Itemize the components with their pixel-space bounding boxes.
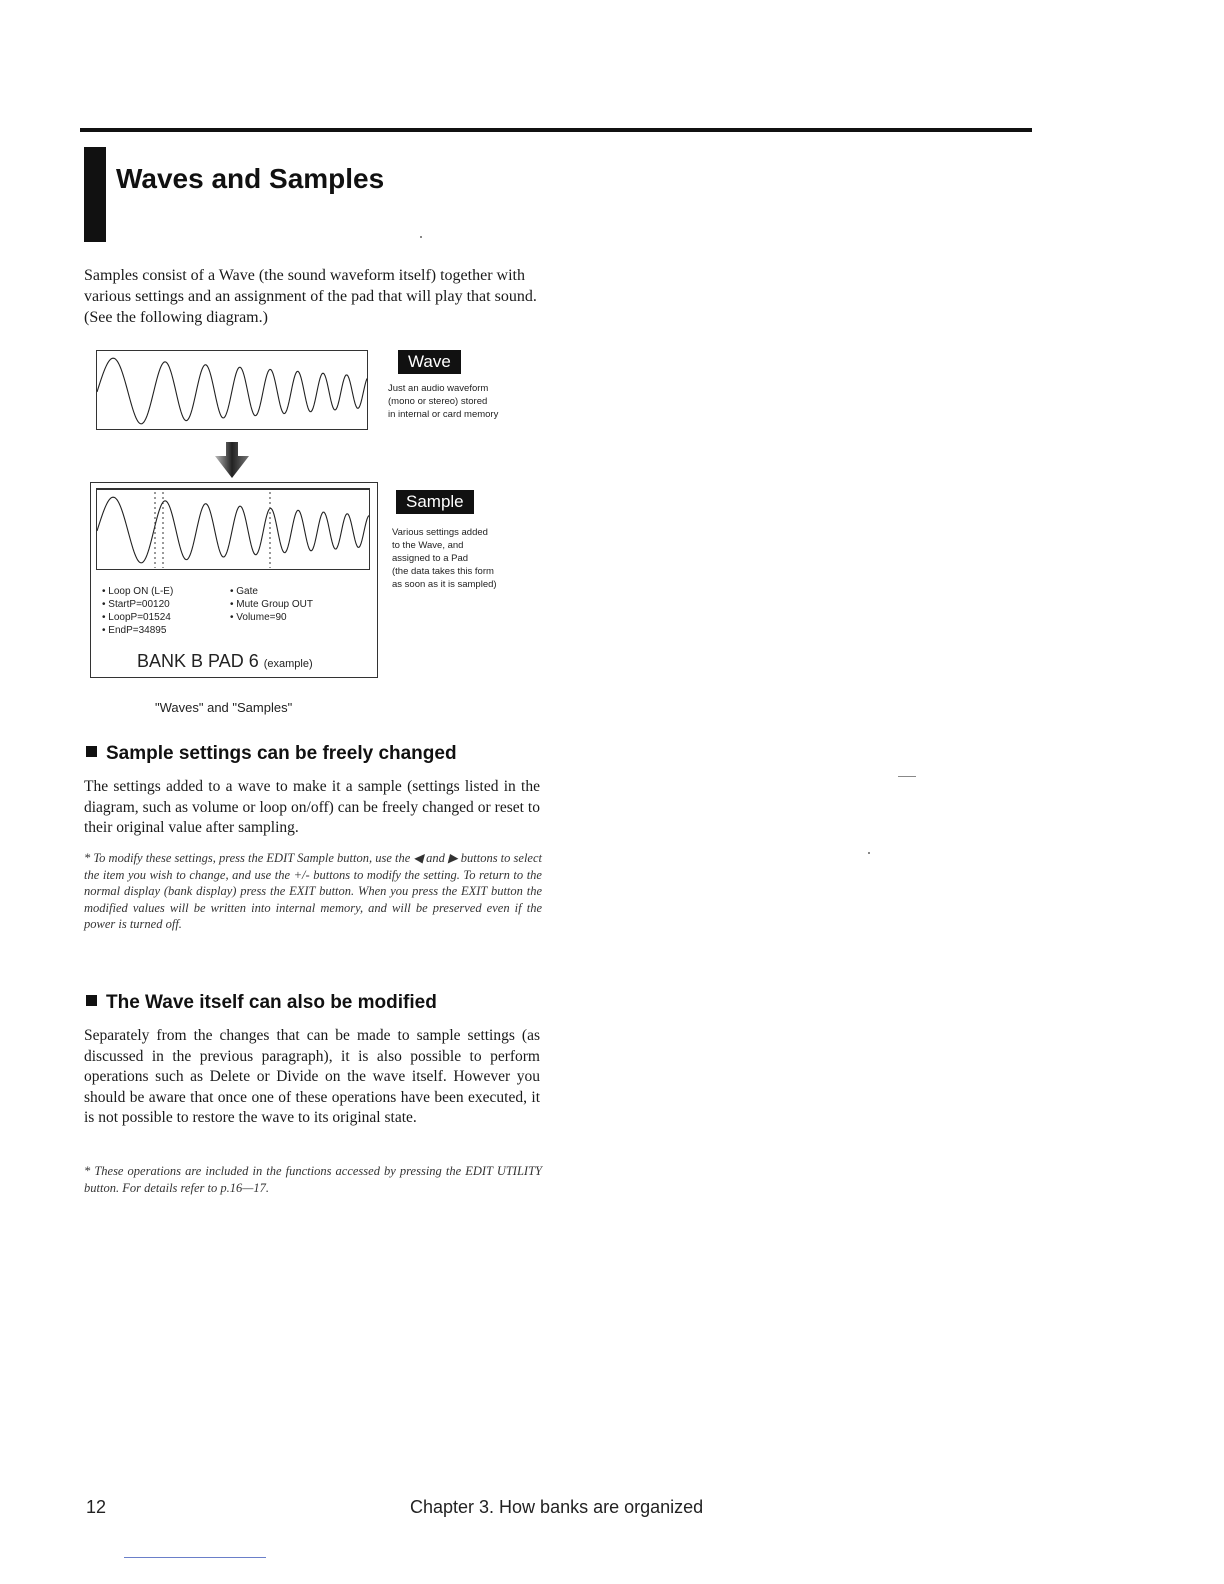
intro-paragraph: Samples consist of a Wave (the sound waveform itself) together with various settings and an assignment of the pad that will play that sound. (See the following diagram.) xyxy=(84,267,537,326)
section-note-wave-modified: * These operations are included in the functions accessed by pressing the EDIT UTILITY button. For details refer to p.16—17. xyxy=(84,1164,542,1195)
setting-loop: • Loop ON (L-E) xyxy=(102,586,174,597)
sample-desc-line: to the Wave, and xyxy=(392,540,464,551)
scan-speck xyxy=(868,852,870,854)
sample-waveform-graphic xyxy=(97,490,369,568)
scan-speck xyxy=(898,776,916,777)
top-rule xyxy=(80,128,1032,132)
section-heading-text: Sample settings can be freely changed xyxy=(106,743,457,764)
bullet-square-icon xyxy=(86,746,97,757)
bottom-rule xyxy=(124,1557,266,1558)
chapter-footer: Chapter 3. How banks are organized xyxy=(410,1497,704,1517)
settings-column-right xyxy=(230,585,313,624)
wave-desc-line: Just an audio waveform xyxy=(388,383,489,394)
sample-description xyxy=(392,526,537,591)
sample-waveform-box xyxy=(96,488,370,570)
down-arrow-icon xyxy=(213,440,251,480)
title-bar-accent xyxy=(84,147,106,242)
settings-column-left xyxy=(102,585,173,637)
wave-tag: Wave xyxy=(398,350,461,374)
setting-volume: • Volume=90 xyxy=(230,612,287,623)
scan-speck xyxy=(420,236,422,238)
sample-desc-line: (the data takes this form xyxy=(392,566,494,577)
sample-box xyxy=(90,482,378,678)
page-number: 12 xyxy=(86,1497,107,1517)
sample-desc-line: assigned to a Pad xyxy=(392,553,469,564)
section-body-sample-settings: The settings added to a wave to make it a sample (settings listed in the diagram, such as volume or loop on/off) can be freely changed or reset to their original value after sampling. xyxy=(84,778,540,836)
sample-tag: Sample xyxy=(396,490,474,514)
setting-gate: • Gate xyxy=(230,586,258,597)
section-heading-text: The Wave itself can also be modified xyxy=(106,992,437,1013)
waveform-graphic xyxy=(97,351,367,429)
wave-description xyxy=(388,382,538,421)
bank-pad-label xyxy=(137,651,313,672)
setting-end-point: • EndP=34895 xyxy=(102,625,167,636)
bank-pad-text: BANK B PAD 6 xyxy=(137,651,259,671)
wave-waveform-box xyxy=(96,350,368,430)
bank-pad-example: (example) xyxy=(263,658,313,670)
waveform-line xyxy=(97,358,367,424)
sample-desc-line: Various settings added xyxy=(392,527,488,538)
section-heading-sample-settings xyxy=(86,743,457,765)
waveform-line xyxy=(97,497,369,563)
section-note-sample-settings: * To modify these settings, press the EDIT Sample button, use the ◀ and ▶ buttons to select the item you wish to change, and use the +/- buttons to modify the setting. To return to the normal display (bank display) press the EXIT button. When you press the EXIT button the modified values will be written into internal memory, and will be preserved even if the power is turned off. xyxy=(84,851,542,931)
section-heading-wave-modified xyxy=(86,992,437,1014)
wave-desc-line: (mono or stereo) stored xyxy=(388,396,488,407)
bullet-square-icon xyxy=(86,995,97,1006)
diagram-caption: "Waves" and "Samples" xyxy=(155,700,293,715)
page-title: Waves and Samples xyxy=(116,163,385,194)
section-body-wave-modified: Separately from the changes that can be made to sample settings (as discussed in the previous paragraph), it is also possible to perform operations such as Delete or Divide on the wave itself. However you should be aware that once one of these operations have been executed, it is not possible to restore the wave to its original state. xyxy=(84,1027,540,1126)
wave-desc-line: in internal or card memory xyxy=(388,409,499,420)
setting-loop-point: • LoopP=01524 xyxy=(102,612,171,623)
sample-desc-line: as soon as it is sampled) xyxy=(392,579,497,590)
setting-mute-group: • Mute Group OUT xyxy=(230,599,313,610)
setting-start-point: • StartP=00120 xyxy=(102,599,170,610)
